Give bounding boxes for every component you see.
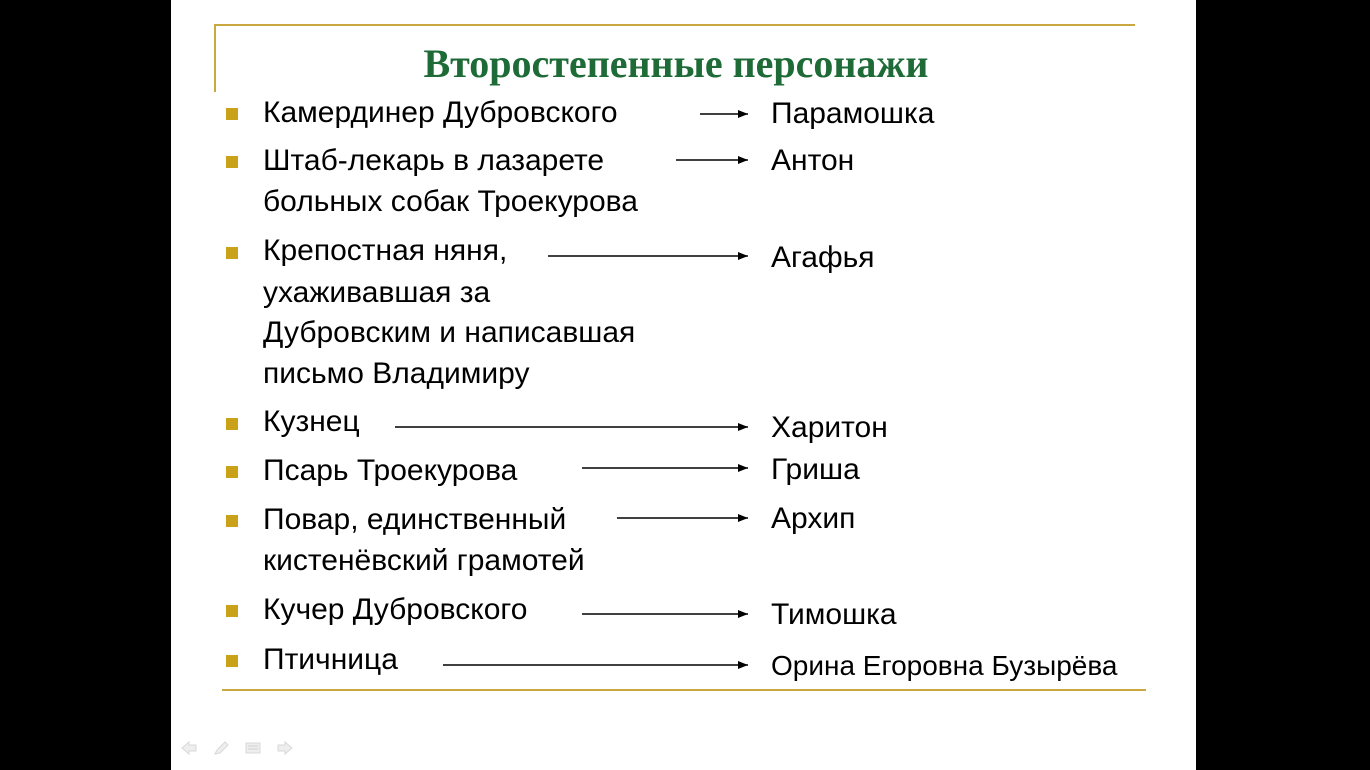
character-name: Парамошка: [771, 97, 935, 130]
menu-icon[interactable]: [244, 740, 262, 756]
role-text-line: Птичница: [263, 643, 398, 676]
slideshow-nav-toolbar: [180, 740, 294, 756]
role-text-line: больных собак Троекурова: [263, 185, 638, 218]
role-text-line: Крепостная няня,: [263, 234, 508, 267]
character-name: Агафья: [771, 241, 875, 274]
role-text-line: Дубровским и написавшая: [263, 316, 636, 349]
character-name: Тимошка: [771, 598, 897, 631]
role-text-line: Штаб-лекарь в лазарете: [263, 144, 605, 177]
character-name: Гриша: [771, 453, 860, 486]
pen-icon[interactable]: [212, 740, 230, 756]
back-arrow-icon[interactable]: [180, 740, 198, 756]
role-text-line: Кузнец: [263, 405, 360, 438]
role-text-line: Псарь Троекурова: [263, 454, 518, 487]
role-text-line: письмо Владимиру: [263, 357, 530, 390]
character-name: Архип: [771, 502, 856, 535]
role-text-line: Камердинер Дубровского: [263, 96, 618, 129]
role-text-line: ухаживавшая за: [263, 276, 491, 309]
role-text-line: Кучер Дубровского: [263, 593, 528, 626]
slide-title: Второстепенные персонажи: [423, 41, 929, 86]
character-name: Орина Егоровна Бузырёва: [771, 650, 1118, 681]
role-text-line: Повар, единственный: [263, 503, 567, 536]
character-name: Антон: [771, 144, 855, 177]
character-name: Харитон: [771, 411, 888, 444]
role-text-line: кистенёвский грамотей: [263, 544, 585, 577]
forward-arrow-icon[interactable]: [276, 740, 294, 756]
